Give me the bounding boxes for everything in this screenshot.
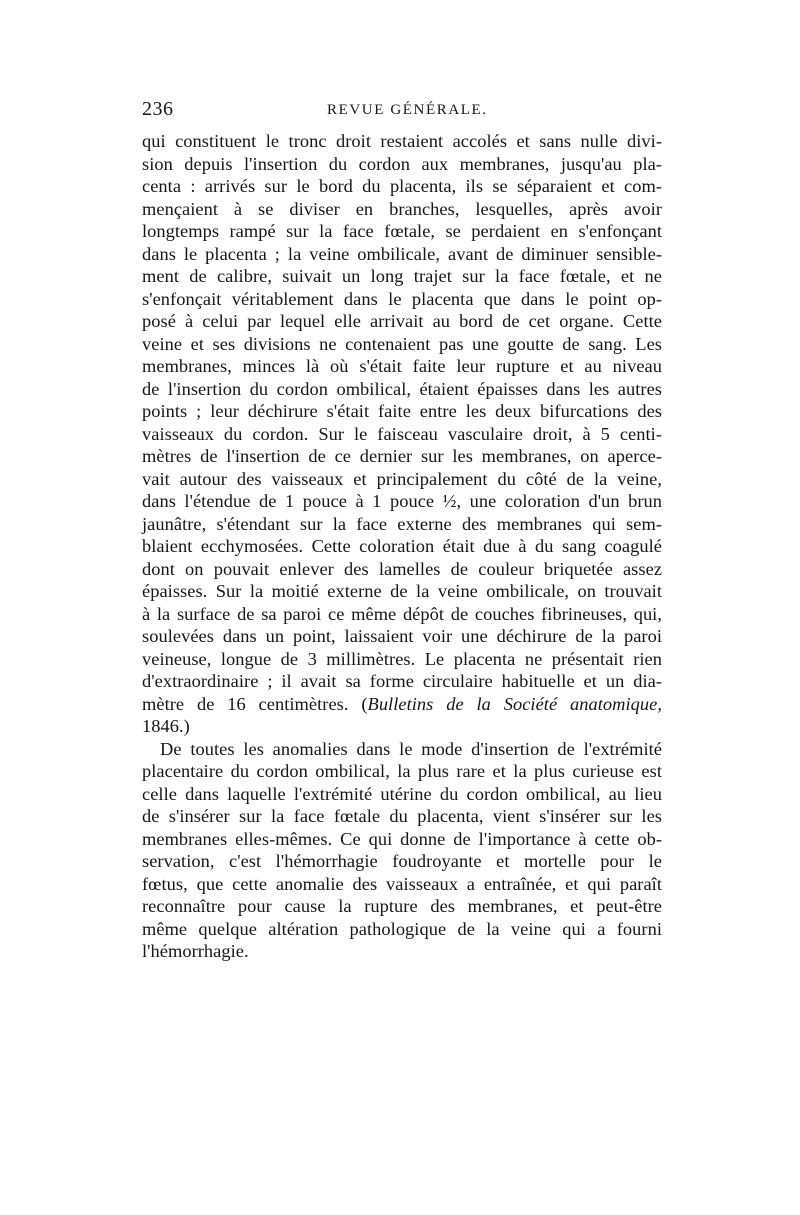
- text-line: à la surface de sa paroi ce même dépôt de couches fibrineuses, qui,: [142, 603, 662, 624]
- citation-italic: Bulletins de la Société anatomique,: [367, 693, 662, 714]
- paragraph-1: [142, 130, 662, 738]
- text-line: vait autour des vaisseaux et principalement du côté de la veine,: [142, 468, 662, 489]
- text-line: soulevées dans un point, laissaient voir une déchirure de la paroi: [142, 626, 662, 646]
- text-line: épaisses. Sur la moitié externe de la veine ombilicale, on trouvait: [142, 581, 662, 601]
- text-line: reconnaître pour cause la rupture des membranes, et peut-être: [142, 896, 662, 916]
- text-fragment: mètre de 16 centimètres. (: [142, 693, 368, 714]
- text-line: d'extraordinaire ; il avait sa forme circulaire habituelle et un dia-: [142, 671, 662, 691]
- text-line: placentaire du cordon ombilical, la plus rare et la plus curieuse est: [142, 761, 662, 781]
- text-line: fœtus, que cette anomalie des vaisseaux a entraînée, et qui paraît: [142, 873, 662, 894]
- text-line: de l'insertion du cordon ombilical, étaient épaisses dans les autres: [142, 378, 662, 399]
- text-line: De toutes les anomalies dans le mode d'insertion de l'extrémité: [160, 738, 662, 759]
- text-line: membranes elles-mêmes. Ce qui donne de l'importance à cette ob-: [142, 828, 662, 849]
- text-line: posé à celui par lequel elle arrivait au bord de cet organe. Cette: [142, 311, 662, 331]
- text-line: l'hémorrhagie.: [142, 941, 249, 961]
- text-line: celle dans laquelle l'extrémité utérine du cordon ombilical, au lieu: [142, 783, 662, 804]
- journal-title: REVUE GÉNÉRALE.: [327, 102, 488, 118]
- text-line: de s'insérer sur la face fœtale du placenta, vient s'insérer sur les: [142, 806, 662, 826]
- text-line: ment de calibre, suivait un long trajet sur la face fœtale, et ne: [142, 266, 662, 286]
- text-line: dont on pouvait enlever des lamelles de couleur briquetée assez: [142, 558, 662, 579]
- body-text: [142, 130, 662, 963]
- page-number: 236: [142, 98, 174, 120]
- text-line: mençaient à se diviser en branches, lesquelles, après avoir: [142, 198, 662, 219]
- text-line: même quelque altération pathologique de la veine qui a fourni: [142, 918, 662, 939]
- text-line: longtemps rampé sur la face fœtale, se perdaient en s'enfonçant: [142, 221, 662, 241]
- text-line: s'enfonçait véritablement dans le placenta que dans le point op-: [142, 288, 662, 309]
- text-line: vaisseaux du cordon. Sur le faisceau vasculaire droit, à 5 centi-: [142, 423, 662, 444]
- text-line: 1846.): [142, 716, 190, 736]
- text-line: membranes, minces là où s'était faite leur rupture et au niveau: [142, 356, 662, 376]
- running-head: [142, 98, 662, 128]
- text-line: mètres de l'insertion de ce dernier sur les membranes, on aperce-: [142, 446, 662, 466]
- citation-line: [142, 693, 662, 716]
- text-line: sion depuis l'insertion du cordon aux membranes, jusqu'au pla-: [142, 153, 662, 174]
- text-line: qui constituent le tronc droit restaient accolés et sans nulle divi-: [142, 131, 662, 151]
- text-line: servation, c'est l'hémorrhagie foudroyante et mortelle pour le: [142, 851, 662, 871]
- text-line: blaient ecchymosées. Cette coloration était due à du sang coagulé: [142, 536, 662, 556]
- paragraph-2: [142, 738, 662, 963]
- text-line: points ; leur déchirure s'était faite entre les deux bifurcations des: [142, 401, 662, 421]
- text-line: veine et ses divisions ne contenaient pas une goutte de sang. Les: [142, 333, 662, 354]
- text-line: dans le placenta ; la veine ombilicale, avant de diminuer sensible-: [142, 243, 662, 264]
- text-line: centa : arrivés sur le bord du placenta, ils se séparaient et com-: [142, 176, 662, 196]
- text-line: dans l'étendue de 1 pouce à 1 pouce ½, une coloration d'un brun: [142, 491, 662, 511]
- text-line: veineuse, longue de 3 millimètres. Le placenta ne présentait rien: [142, 648, 662, 669]
- text-line: jaunâtre, s'étendant sur la face externe des membranes qui sem-: [142, 513, 662, 534]
